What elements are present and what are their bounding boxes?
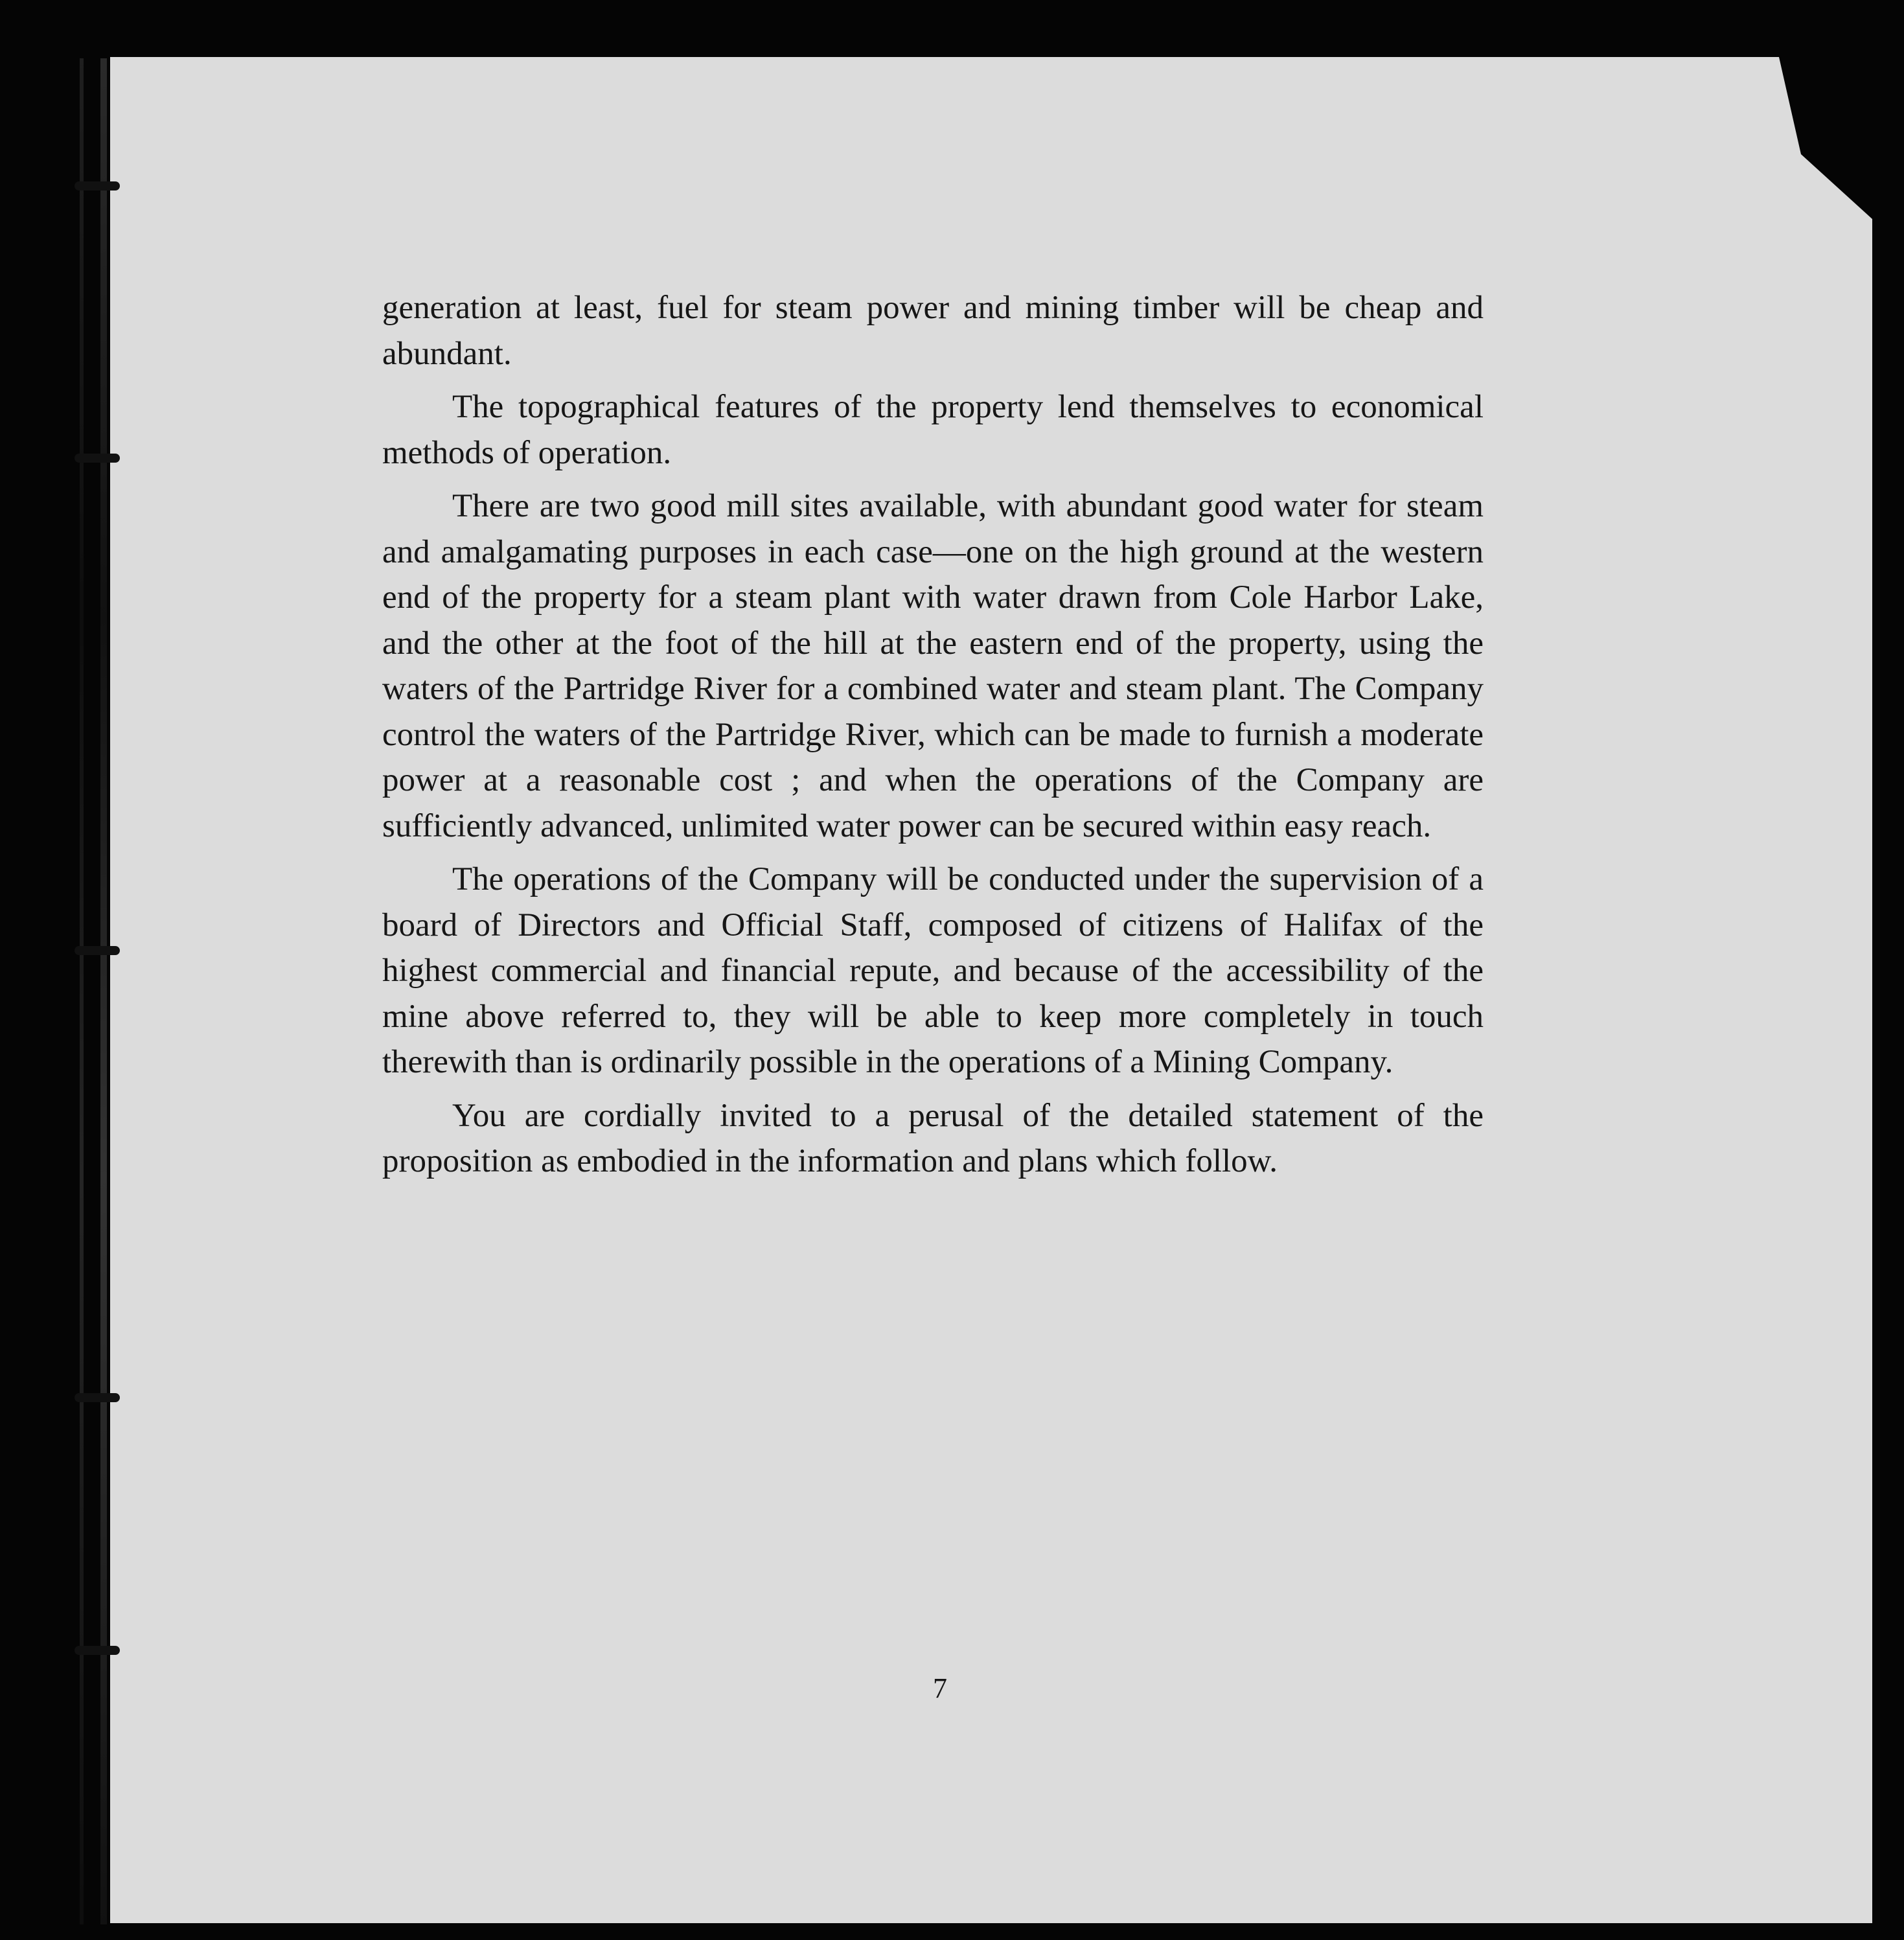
binding-stitch [75,1646,120,1655]
binding-stitch [75,1393,120,1402]
binding-stitch [75,181,120,191]
paragraph: generation at least, fuel for steam power and mining timber will be cheap and abundant. [382,290,1484,372]
paragraph: The operations of the Company will be conducted under the supervision of a board of Directors and Official Staff, composed of citizens of Halifax of the highest commercial and financial repute, and because of the accessibility of the mine above referred to, they will be able to keep more completely in touch therewith than is ordinarily possible in the operations of a Mining Company. [382,861,1484,1080]
page-number: 7 [933,1672,947,1704]
binding-stitch-line [100,58,107,1924]
binding-edge [62,58,120,1924]
binding-stitch [75,946,120,955]
paragraph: You are cordially invited to a perusal of the detailed statement of the proposition as embodied in the information and plans which follow. [382,1097,1484,1179]
body-text [382,285,1484,1192]
binding-stitch-line-inner [80,58,84,1924]
paragraph: The topographical features of the property lend themselves to economical methods of operation. [382,389,1484,471]
paragraph: There are two good mill sites available, with abundant good water for steam and amalgamating purposes in each case—one on the high ground at the western end of the property for a steam plant with water drawn from Cole Harbor Lake, and the other at the foot of the hill at the eastern end of the property, using the waters of the Partridge River for a combined water and steam plant. The Company control the waters of the Partridge River, which can be made to furnish a moderate power at a reasonable cost ; and when the operations of the Company are sufficiently advanced, unlimited water power can be secured within easy reach. [382,488,1484,844]
binding-stitch [75,454,120,463]
